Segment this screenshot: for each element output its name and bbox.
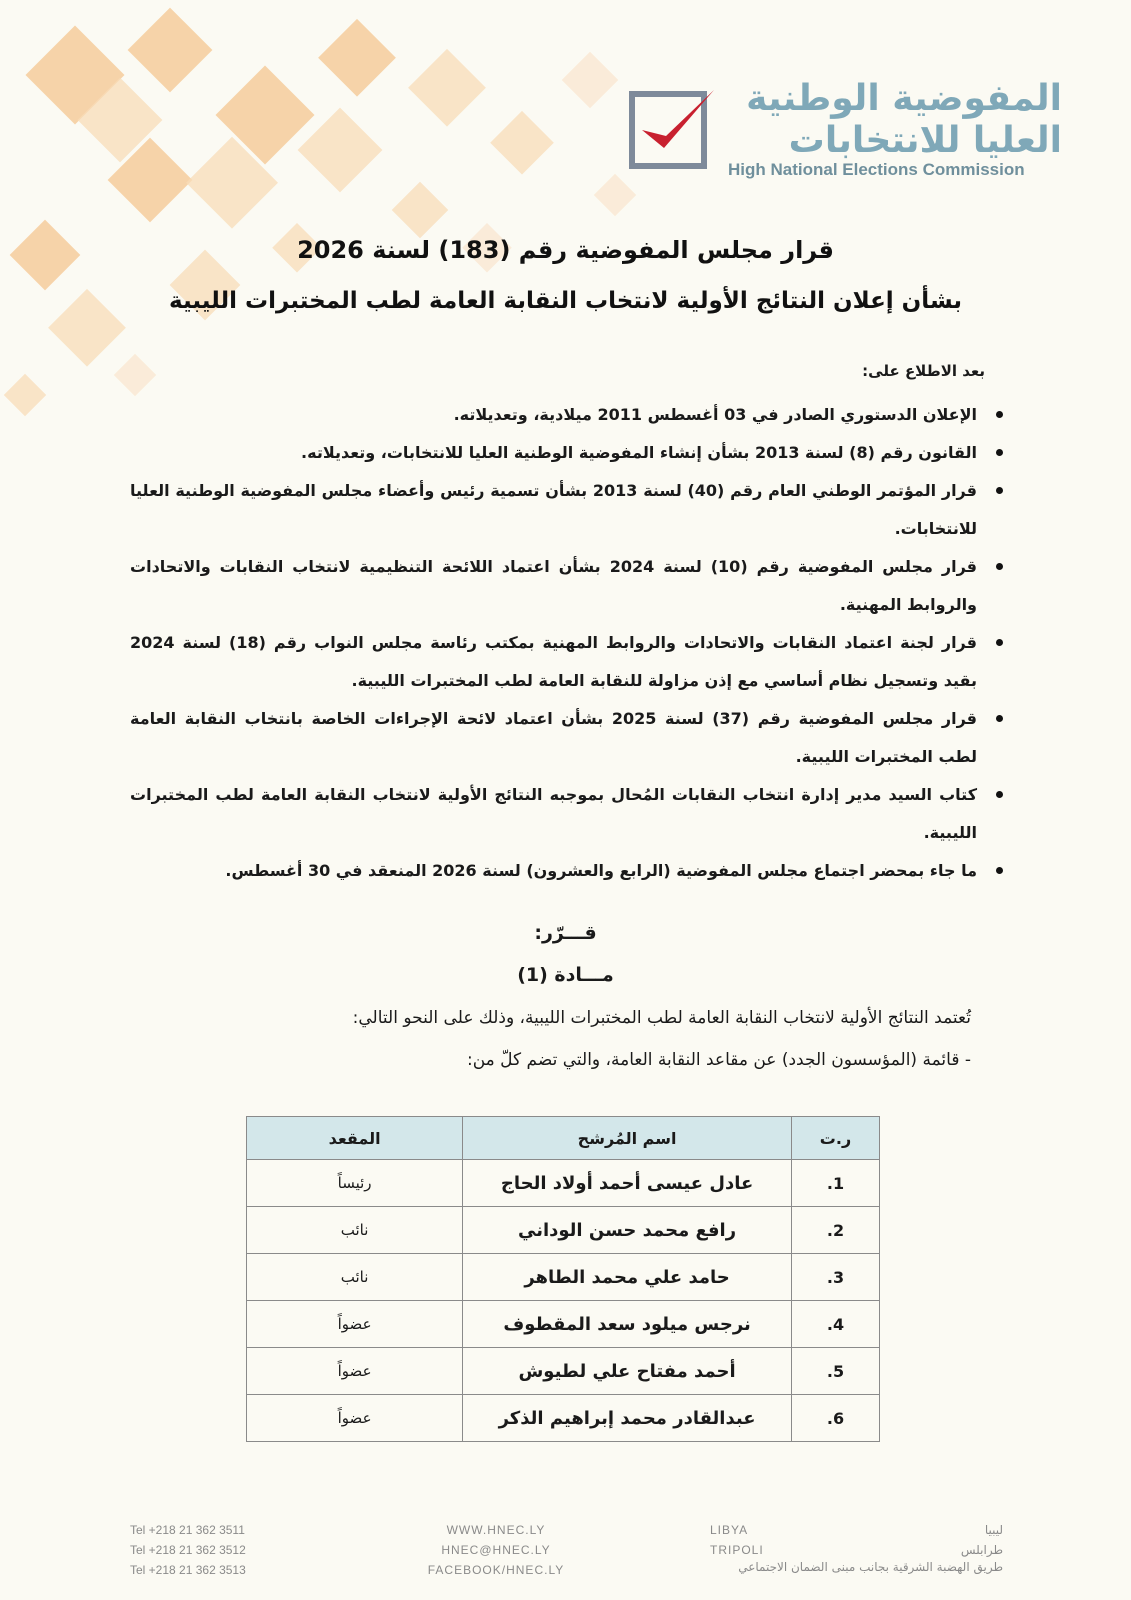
country-ar: ليبيا <box>984 1523 1003 1537</box>
bullet-icon <box>996 487 1003 494</box>
article-paragraph: تُعتمد النتائج الأولية لانتخاب النقابة العامة لطب المختبرات الليبية، وذلك على النحو التالي: <box>352 1008 971 1028</box>
table-row <box>247 1207 880 1254</box>
row-number: 3. <box>791 1254 879 1301</box>
preamble-list <box>130 396 1003 890</box>
preamble-item: قرار المؤتمر الوطني العام رقم (40) لسنة 2013 بشأن تسمية رئيس وأعضاء مجلس المفوضية الوطنية العليا للانتخابات. <box>130 472 1003 548</box>
table-row <box>247 1160 880 1207</box>
row-number: 4. <box>791 1301 879 1348</box>
row-number: 5. <box>791 1348 879 1395</box>
phone-number: Tel +218 21 362 3511 <box>130 1523 245 1537</box>
preamble-item: قرار لجنة اعتماد النقابات والاتحادات والروابط المهنية بمكتب رئاسة مجلس النواب رقم (18) لسنة 2024 بقيد وتسجيل نظام أساسي مع إذن مزاولة للنقابة العامة لطب المختبرات الليبية. <box>130 624 1003 700</box>
candidate-seat: عضواً <box>247 1301 463 1348</box>
bullet-icon <box>996 563 1003 570</box>
logo-arabic-line1: المفوضية الوطنية <box>746 78 1062 119</box>
candidate-name: نرجس ميلود سعد المقطوف <box>463 1301 792 1348</box>
country-en: LIBYA <box>710 1523 749 1537</box>
preamble-item: قرار مجلس المفوضية رقم (10) لسنة 2024 بشأن اعتماد اللائحة التنظيمية لانتخاب النقابات والاتحادات والروابط المهنية. <box>130 548 1003 624</box>
hnec-logo <box>628 78 1068 190</box>
column-header-name: اسم المُرشح <box>463 1117 792 1160</box>
decision-subtitle: بشأن إعلان النتائج الأولية لانتخاب النقابة العامة لطب المختبرات الليبية <box>169 288 962 314</box>
table-row <box>247 1301 880 1348</box>
candidate-name: عبدالقادر محمد إبراهيم الذكر <box>463 1395 792 1442</box>
candidate-name: حامد علي محمد الطاهر <box>463 1254 792 1301</box>
table-row <box>247 1348 880 1395</box>
candidate-name: عادل عيسى أحمد أولاد الحاج <box>463 1160 792 1207</box>
article-heading: مـــادة (1) <box>517 964 614 986</box>
checkmark-ballot-icon <box>628 84 720 172</box>
row-number: 6. <box>791 1395 879 1442</box>
list-intro-line: - قائمة (المؤسسون الجدد) عن مقاعد النقابة العامة، والتي تضم كلّ من: <box>466 1050 971 1070</box>
preamble-item: ما جاء بمحضر اجتماع مجلس المفوضية (الرابع والعشرون) لسنة 2026 المنعقد في 30 أغسطس. <box>130 852 1003 890</box>
candidates-table <box>246 1116 880 1442</box>
footer-phones <box>130 1520 246 1580</box>
footer-location-en <box>710 1520 764 1560</box>
row-number: 2. <box>791 1207 879 1254</box>
candidate-name: رافع محمد حسن الوداني <box>463 1207 792 1254</box>
candidate-seat: عضواً <box>247 1348 463 1395</box>
city-ar: طرابلس <box>960 1543 1003 1557</box>
page-footer <box>0 1520 1131 1590</box>
bullet-icon <box>996 715 1003 722</box>
preamble-item: قرار مجلس المفوضية رقم (37) لسنة 2025 بشأن اعتماد لائحة الإجراءات الخاصة بانتخاب النقابة العامة لطب المختبرات الليبية. <box>130 700 1003 776</box>
footer-location-ar <box>961 1520 1003 1560</box>
table-header-row <box>247 1117 880 1160</box>
logo-english-name: High National Elections Commission <box>728 160 1025 179</box>
bullet-icon <box>996 791 1003 798</box>
website-link: WWW.HNEC.LY <box>446 1523 546 1537</box>
decision-label: قـــرّر: <box>534 922 597 944</box>
bullet-icon <box>996 449 1003 456</box>
preamble-item: الإعلان الدستوري الصادر في 03 أغسطس 2011 ميلادية، وتعديلاته. <box>130 396 1003 434</box>
candidate-seat: نائب <box>247 1207 463 1254</box>
bullet-icon <box>996 639 1003 646</box>
facebook-link: FACEBOOK/HNEC.LY <box>427 1563 565 1577</box>
footer-address: طريق الهضبة الشرقية بجانب مبنى الضمان الاجتماعي <box>738 1560 1003 1574</box>
phone-number: Tel +218 21 362 3512 <box>130 1543 246 1557</box>
decision-title: قرار مجلس المفوضية رقم (183) لسنة 2026 <box>297 236 834 264</box>
preamble-item: القانون رقم (8) لسنة 2013 بشأن إنشاء المفوضية الوطنية العليا للانتخابات، وتعديلاته. <box>130 434 1003 472</box>
row-number: 1. <box>791 1160 879 1207</box>
bullet-icon <box>996 411 1003 418</box>
candidate-seat: عضواً <box>247 1395 463 1442</box>
table-row <box>247 1395 880 1442</box>
footer-web <box>416 1520 576 1580</box>
column-header-seat: المقعد <box>247 1117 463 1160</box>
candidate-name: أحمد مفتاح علي لطيوش <box>463 1348 792 1395</box>
candidate-seat: رئيساً <box>247 1160 463 1207</box>
logo-arabic-line2: العليا للانتخابات <box>788 120 1062 161</box>
email-link: HNEC@HNEC.LY <box>441 1543 551 1557</box>
preamble-label: بعد الاطلاع على: <box>862 362 985 380</box>
city-en: TRIPOLI <box>710 1543 764 1557</box>
candidate-seat: نائب <box>247 1254 463 1301</box>
bullet-icon <box>996 867 1003 874</box>
column-header-number: ر.ت <box>791 1117 879 1160</box>
preamble-item: كتاب السيد مدير إدارة انتخاب النقابات المُحال بموجبه النتائج الأولية لانتخاب النقابة العامة لطب المختبرات الليبية. <box>130 776 1003 852</box>
phone-number: Tel +218 21 362 3513 <box>130 1563 246 1577</box>
table-row <box>247 1254 880 1301</box>
